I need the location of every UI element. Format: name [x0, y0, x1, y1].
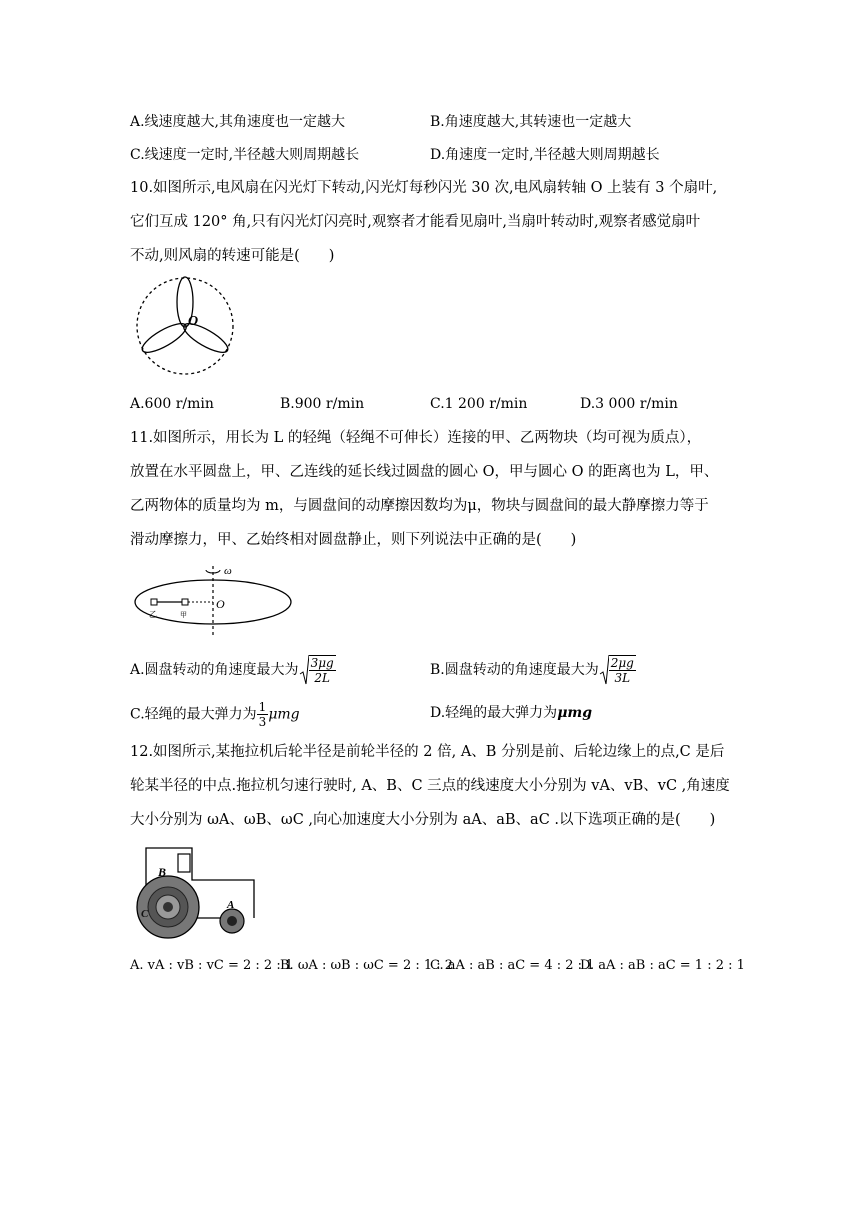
q10-option-a: A.600 r/min: [130, 396, 214, 412]
q12-option-c: C. aA : aB : aC = 4 : 2 : 1: [430, 958, 595, 973]
q11-option-c-text: C.轻绳的最大弹力为: [130, 706, 257, 723]
q11-b-numerator: 2μg: [610, 656, 634, 670]
q11-b-denominator: 3L: [614, 671, 631, 685]
q9-option-b: B.角速度越大,其转速也一定越大: [430, 114, 632, 130]
q9-option-d: D.角速度一定时,半径越大则周期越长: [430, 147, 660, 163]
q11-option-a-text: A.圆盘转动的角速度最大为: [130, 662, 299, 678]
q11-stem-line-3: 乙两物体的质量均为 m，与圆盘间的动摩擦因数均为μ，物块与圆盘间的最大静摩擦力等于: [130, 498, 709, 514]
q10-stem-line-2: 它们互成 120° 角,只有闪光灯闪亮时,观察者才能看见扇叶,当扇叶转动时,观察者感觉扇叶: [130, 214, 701, 230]
q11-stem-line-4: 滑动摩擦力，甲、乙始终相对圆盘静止，则下列说法中正确的是( ): [130, 532, 577, 548]
fan-diagram: [130, 275, 240, 380]
q11-option-b: [430, 654, 636, 686]
q11-a-denominator: 2L: [314, 671, 330, 685]
center-o-label: O: [216, 597, 225, 611]
q11-c-numerator: 1: [258, 700, 267, 714]
q10-option-d: D.3 000 r/min: [580, 396, 678, 412]
block-jia-label: 甲: [180, 611, 187, 619]
q10-stem-line-1: 10.如图所示,电风扇在闪光灯下转动,闪光灯每秒闪光 30 次,电风扇转轴 O 上装有 3 个扇叶,: [130, 180, 718, 196]
q12-stem-line-3: 大小分别为 ωA、ωB、ωC ,向心加速度大小分别为 aA、aB、aC .以下选项正确的是( ): [130, 812, 716, 828]
q12-stem-line-2: 轮某半径的中点.拖拉机匀速行驶时, A、B、C 三点的线速度大小分别为 vA、vB、vC ,角速度: [130, 778, 730, 794]
sqrt-sign-icon: [299, 654, 309, 686]
q9-option-c: C.线速度一定时,半径越大则周期越长: [130, 147, 360, 163]
q11-option-d: [430, 703, 592, 723]
q11-a-numerator: 3μg: [310, 656, 334, 670]
q10-option-c: C.1 200 r/min: [430, 396, 528, 412]
q11-option-b-text: B.圆盘转动的角速度最大为: [430, 662, 599, 678]
q9-option-a: A.线速度越大,其角速度也一定越大: [130, 114, 346, 130]
q12-option-d: D. aA : aB : aC = 1 : 2 : 1: [580, 958, 745, 973]
point-b-label: B: [158, 865, 167, 879]
q12-option-a: A. vA : vB : vC = 2 : 2 : 1: [130, 958, 294, 973]
q11-stem-line-2: 放置在水平圆盘上，甲、乙连线的延长线过圆盘的圆心 O，甲与圆心 O 的距离也为 L，甲、: [130, 464, 719, 480]
tractor-diagram: [130, 840, 260, 940]
q11-option-c: [130, 700, 300, 729]
q12-stem-line-1: 12.如图所示,某拖拉机后轮半径是前轮半径的 2 倍, A、B 分别是前、后轮边缘上的点,C 是后: [130, 744, 725, 760]
q10-option-b: B.900 r/min: [280, 396, 365, 412]
q11-c-suffix: μmg: [268, 706, 300, 723]
omega-label: ω: [224, 565, 232, 577]
q11-option-d-text: D.轻绳的最大弹力为: [430, 705, 558, 721]
q11-c-denominator: 3: [258, 715, 267, 729]
q11-option-a: [130, 654, 336, 686]
q10-stem-line-3: 不动,则风扇的转速可能是( ): [130, 248, 335, 264]
sqrt-sign-icon: [599, 654, 609, 686]
q12-option-b: B. ωA : ωB : ωC = 2 : 1 : 2: [280, 958, 454, 973]
point-a-label: A: [227, 899, 235, 911]
point-c-label: C: [141, 908, 149, 920]
disc-diagram: [128, 560, 298, 640]
q11-stem-line-1: 11.如图所示，用长为 L 的轻绳（轻绳不可伸长）连接的甲、乙两物块（均可视为质点），: [130, 430, 702, 446]
fan-axis-label: O: [188, 314, 199, 329]
q11-d-suffix: μmg: [557, 705, 593, 721]
block-yi-label: 乙: [149, 610, 157, 619]
